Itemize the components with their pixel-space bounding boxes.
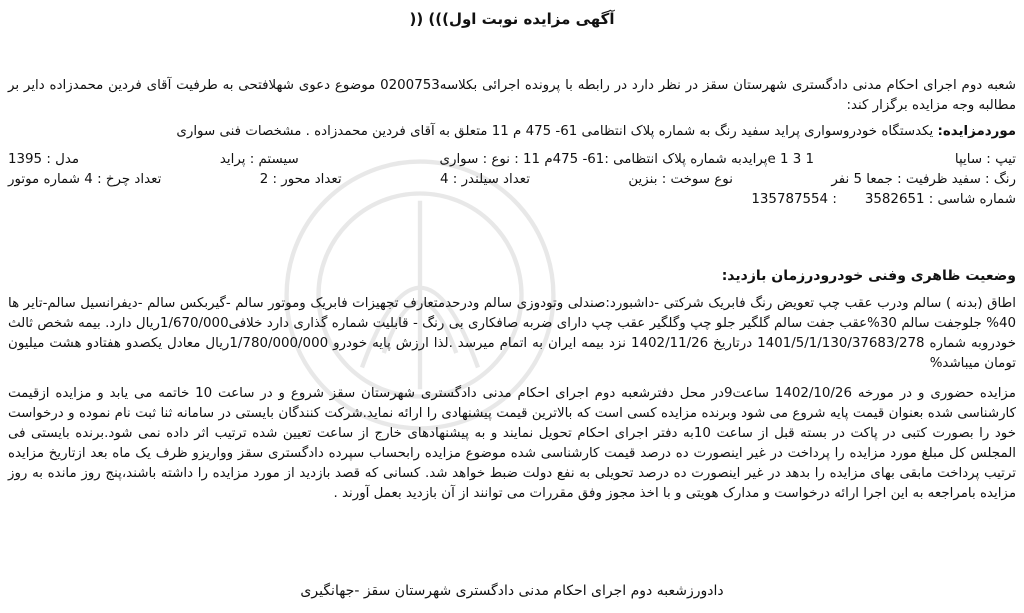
condition-heading: وضعیت ظاهری وفنی خودرودرزمان بازدید:: [721, 268, 1016, 284]
intro-paragraph: شعبه دوم اجرای احکام مدنی دادگستری شهرستان سقز در نظر دارد در رابطه با پرونده اجرائی بکلاسه0200753 موضوع دعوی شهلافتحی به طرفیت آقای فردین محمدزاده دایر بر مطالبه وجه مزایده برگزار کند:: [8, 78, 1016, 113]
spec-color-capacity: رنگ : سفید ظرفیت : جمعا 5 نفر: [831, 172, 1016, 187]
spec-cylinders: تعداد سیلندر : 4: [440, 172, 530, 187]
subject-text: یکدستگاه خودروسواری پراید سفید رنگ به شماره پلاک انتظامی 61- 475 م 11 متعلق به آقای فردین محمدزاده . مشخصات فنی سواری: [176, 124, 938, 139]
terms-paragraph: مزایده حضوری و در مورخه 1402/10/26 ساعت9در محل دفترشعبه دوم اجرای احکام مدنی دادگستری شهرستان سقز شروع و در ساعت 10 خاتمه می یابد و مزایده ازقیمت کارشناسی شده بعنوان قیمت پایه شروع می شود وبرنده مزایده کسی است که بالاترین قیمت پیشنهادی را ارائه نماید.شرکت کنندگان بایستی در سامانه ثنا ثبت نام نموده و درخواست خود را بصورت کتبی در پاکت در بسته قبل از ساعت 10به دفتر اجرای احکام تحویل نمایند و به پیشنهادهای خارج از ساعت تعیین شده ترتیب اثر داده نمی شود.برنده بایستی فی المجلس کل مبلغ مورد مزایده را پرداخت در غیر اینصورت ده درصد قیمت کارشناسی شده موضوع مزایده رابحساب سپرده دادگستری سقز وواریزو ظرف یک ماه بعد ازتاریخ مزایده ترتیب پرداخت مابقی بهای مزایده را بدهد در غیر اینصورت ده درصد تحویلی به نفع دولت ضبط خواهد شد. کسانی که قصد بازدید از مورد مزایده را داشته باشند،پنج روز مانده به روز مزایده بامراجعه به این اجرا ارائه درخواست و مدارک هویتی و با اخذ مجوز وفق مقررات می توانند از آن بازدید بعمل آورند .: [8, 386, 1016, 501]
vehicle-specs: [8, 150, 1016, 210]
subject-label: موردمزایده:: [937, 124, 1016, 139]
condition-paragraph: اطاق (بدنه ) سالم ودرب عقب چپ تعویض رنگ فابریک شرکتی -داشبورد:صندلی وتودوزی سالم ودرحدمتعارف تجهیزات فابریک وموتور سالم -گیربکس سالم -دیفرانسیل سالم-تایر ها 40% جلوجفت سالم 30%عقب جفت سالم گلگیر جلو چپ وگلگیر عقب چپ دارای ضربه صافکاری بی رنگ - قابلیت شماره گذاری دارد خلافی1/670/000ریال دارد. بیمه شخص ثالث خودروبه شماره 1401/5/1/130/37683/278 درتاریخ 1402/11/26 نزد بیمه ایران به اتمام میرسد .لذا ارزش پایه خودرو 1/780/000/000ریال معادل یکصدو هفتادو هشت میلیون تومان میباشد%: [8, 296, 1016, 371]
spec-engine-number: : 135787554: [751, 192, 837, 207]
spec-row-1: [8, 150, 1016, 170]
spec-model: تیپ : سایپا: [954, 152, 1016, 167]
spec-chassis: شماره شاسی : 3582651: [864, 192, 1016, 207]
auction-subject: [8, 122, 1016, 142]
spec-system: سیستم : پراید: [219, 152, 299, 167]
notice-title: آگهی مزایده نوبت اول))) ((: [409, 10, 615, 28]
spec-fuel: نوع سوخت : بنزین: [628, 172, 733, 187]
spec-plate-type: e 1 3 1پرایدبه شماره پلاک انتظامی :61- 475م 11 : نوع : سواری: [439, 152, 815, 167]
signature: دادورزشعبه دوم اجرای احکام مدنی دادگستری شهرستان سقز -جهانگیری: [300, 583, 724, 599]
spec-row-2: [8, 170, 1016, 190]
spec-axles: تعداد محور : 2: [259, 172, 342, 187]
spec-tip: مدل : 1395: [8, 152, 80, 167]
spec-row-3: [8, 190, 1016, 210]
spec-wheels-engine: تعداد چرخ : 4 شماره موتور: [8, 172, 162, 187]
